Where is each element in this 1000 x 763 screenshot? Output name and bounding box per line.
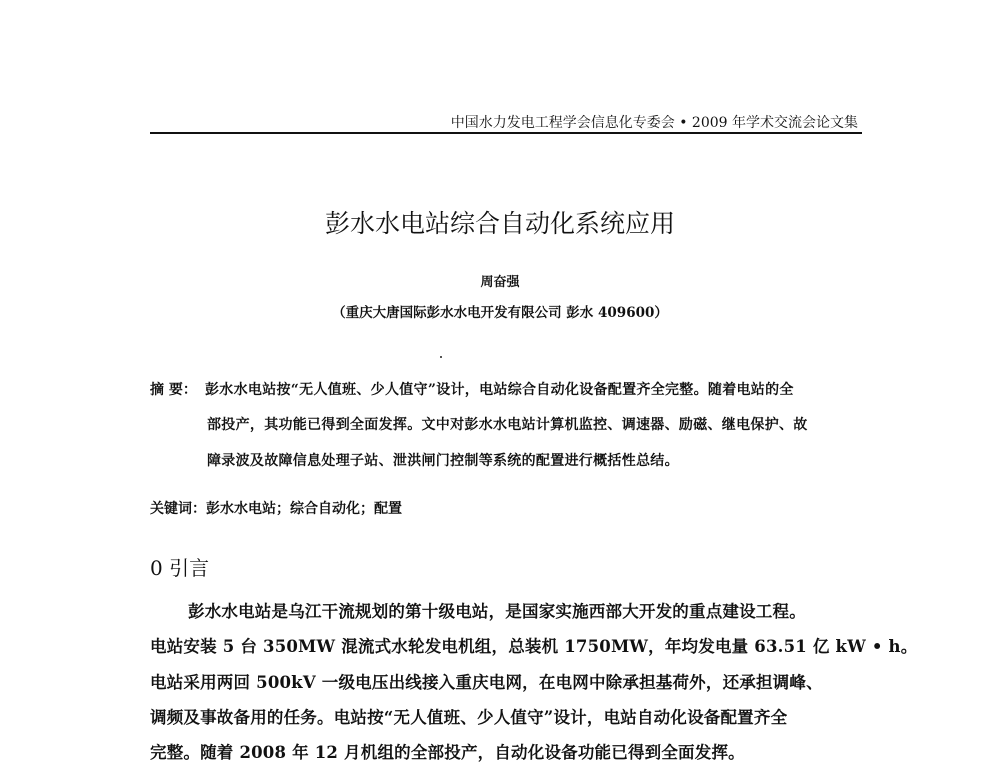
section-heading: 0 引言 — [150, 556, 210, 580]
abstract-line: 部投产，其功能已得到全面发挥。文中对彭水水电站计算机监控、调速器、励磁、继电保护、故 — [207, 417, 808, 433]
header-rule — [150, 132, 862, 134]
author: 周奋强 — [480, 275, 520, 290]
scan-speck — [440, 356, 442, 358]
abstract-line: 障录波及故障信息处理子站、泄洪闸门控制等系统的配置进行概括性总结。 — [207, 453, 679, 469]
body-line: 完整。随着 2008 年 12 月机组的全部投产，自动化设备功能已得到全面发挥。 — [150, 743, 745, 762]
abstract-line: 彭水水电站按“无人值班、少人值守”设计，电站综合自动化设备配置齐全完整。随着电站的全 — [205, 382, 794, 398]
body-line: 调频及事故备用的任务。电站按“无人值班、少人值守”设计，电站自动化设备配置齐全 — [150, 708, 788, 727]
body-line: 电站安装 5 台 350MW 混流式水轮发电机组，总装机 1750MW，年均发电量 63.51 亿 kW • h。 — [150, 637, 918, 656]
body-line: 电站采用两回 500kV 一级电压出线接入重庆电网，在电网中除承担基荷外，还承担调峰、 — [150, 673, 823, 692]
abstract-label: 摘 要： — [150, 382, 197, 398]
keywords: 关键词：彭水水电站；综合自动化；配置 — [150, 501, 402, 517]
paper-title: 彭水水电站综合自动化系统应用 — [324, 209, 675, 238]
running-header: 中国水力发电工程学会信息化专委会 • 2009 年学术交流会论文集 — [450, 115, 858, 131]
affiliation: （重庆大唐国际彭水水电开发有限公司 彭水 409600） — [332, 305, 668, 321]
body-line: 彭水水电站是乌江干流规划的第十级电站，是国家实施西部大开发的重点建设工程。 — [188, 602, 806, 621]
